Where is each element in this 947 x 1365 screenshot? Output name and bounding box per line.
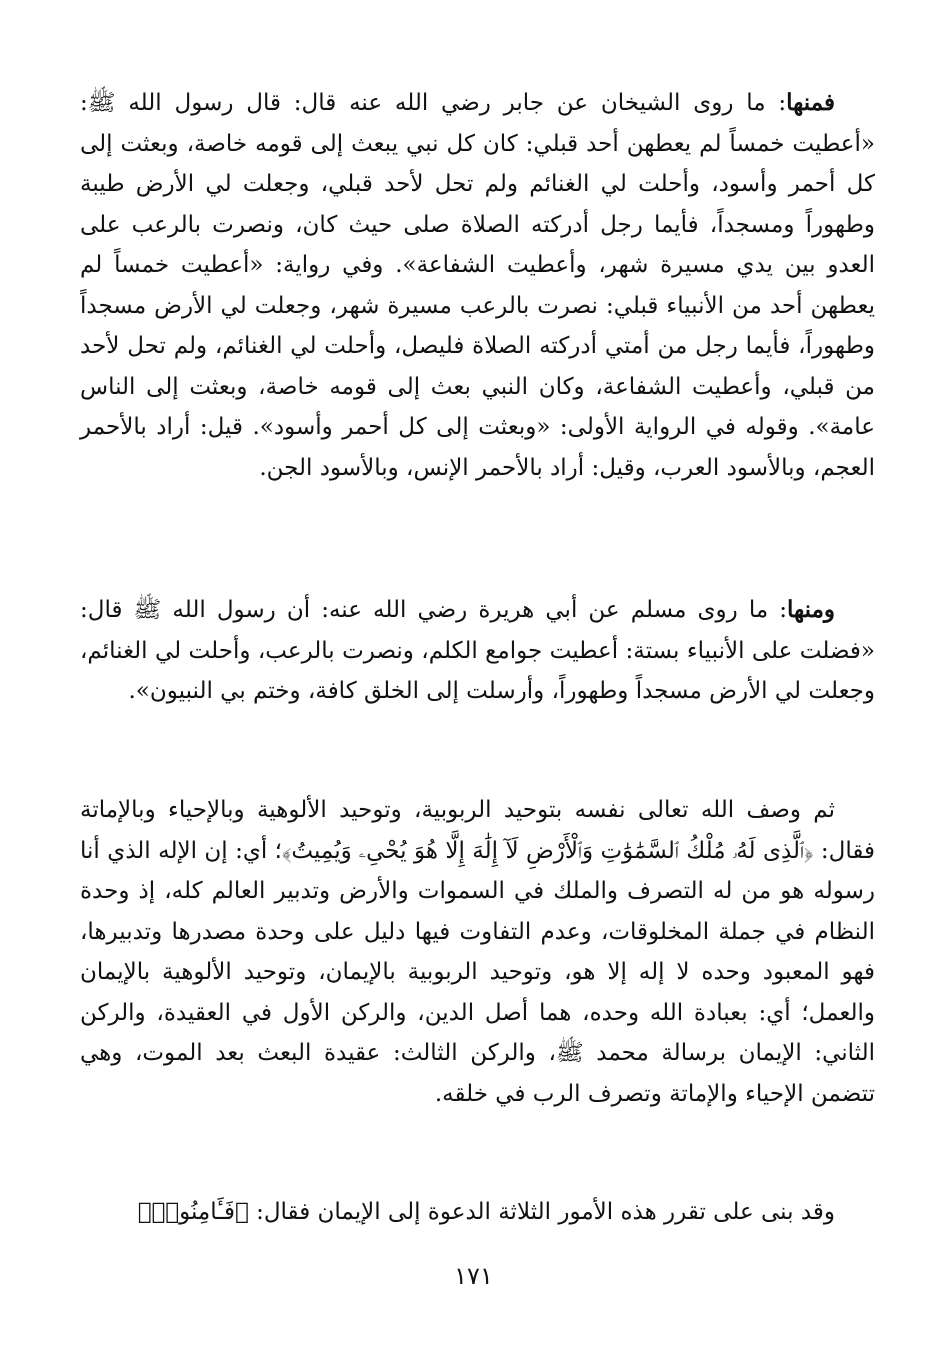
paragraph-tawhid-commentary	[80, 790, 875, 1114]
paragraph-hadith-abu-hurayrah	[80, 590, 875, 712]
paragraph-lead-word: ومنها	[787, 596, 835, 623]
paragraph-call-to-faith	[80, 1192, 875, 1233]
page-number: ١٧١	[454, 1262, 493, 1290]
paragraph-lead-word: فمنها	[786, 89, 835, 116]
paragraph-text: : ما روى الشيخان عن جابر رضي الله عنه قال: قال رسول الله ﷺ: «أعطيت خمساً لم يعطهن أحد قبلي: كان كل نبي يبعث إلى قومه خاصة، وبعثت إلى كل أحمر وأسود، وأحلت لي الغنائم ولم تحل لأحد قبلي، وجعلت لي الأرض طيبة وطهوراً ومسجداً، فأيما رجل أدركته الصلاة صلى حيث كان، ونصرت بالرعب على العدو بين يدي مسيرة شهر، وأعطيت الشفاعة». وفي رواية: «أعطيت خمساً لم يعطهن أحد من الأنبياء قبلي: نصرت بالرعب مسيرة شهر، وجعلت لي الأرض مسجداً وطهوراً، فأيما رجل من أمتي أدركته الصلاة فليصل، وأحلت لي الغنائم، ولم تحل لأحد من قبلي، وأعطيت الشفاعة، وكان النبي بعث إلى قومه خاصة، وبعثت إلى الناس عامة». وقوله في الرواية الأولى: «وبعثت إلى كل أحمر وأسود». قيل: أراد بالأحمر العجم، وبالأسود العرب، وقيل: أراد بالأحمر الإنس، وبالأسود الجن.	[80, 90, 875, 481]
paragraph-text: وقد بنى على تقرر هذه الأمور الثلاثة الدعوة إلى الإيمان فقال: ﴿فَـَٔامِنُوا۟﴾	[137, 1199, 835, 1225]
paragraph-hadith-jabir	[80, 83, 875, 488]
paragraph-text: : ما روى مسلم عن أبي هريرة رضي الله عنه: أن رسول الله ﷺ قال: «فضلت على الأنبياء بستة: أعطيت جوامع الكلم، ونصرت بالرعب، وأحلت لي الغنائم، وجعلت لي الأرض مسجداً وطهوراً، وأرسلت إلى الخلق كافة، وختم بي النبيون».	[80, 597, 875, 704]
paragraph-text: ثم وصف الله تعالى نفسه بتوحيد الربوبية، وتوحيد الألوهية وبالإحياء وبالإماتة فقال: ﴿ٱلَّذِى لَهُۥ مُلْكُ ٱلسَّمَٰوَٰتِ وَٱلْأَرْضِ لَآ إِلَٰهَ إِلَّا هُوَ يُحْىِۦ وَيُمِيتُ﴾؛ أي: إن الإله الذي أنا رسوله هو من له التصرف والملك في السموات والأرض وتدبير العالم كله، إذ وحدة النظام في جملة المخلوقات، وعدم التفاوت فيها دليل على وحدة مصدرها وتدبيرها، فهو المعبود وحده لا إله إلا هو، وتوحيد الربوبية بالإيمان، وتوحيد الألوهية بالإيمان والعمل؛ أي: بعبادة الله وحده، هما أصل الدين، والركن الأول في العقيدة، والركن الثاني: الإيمان برسالة محمد ﷺ، والركن الثالث: عقيدة البعث بعد الموت، وهي تتضمن الإحياء والإماتة وتصرف الرب في خلقه.	[80, 797, 875, 1107]
